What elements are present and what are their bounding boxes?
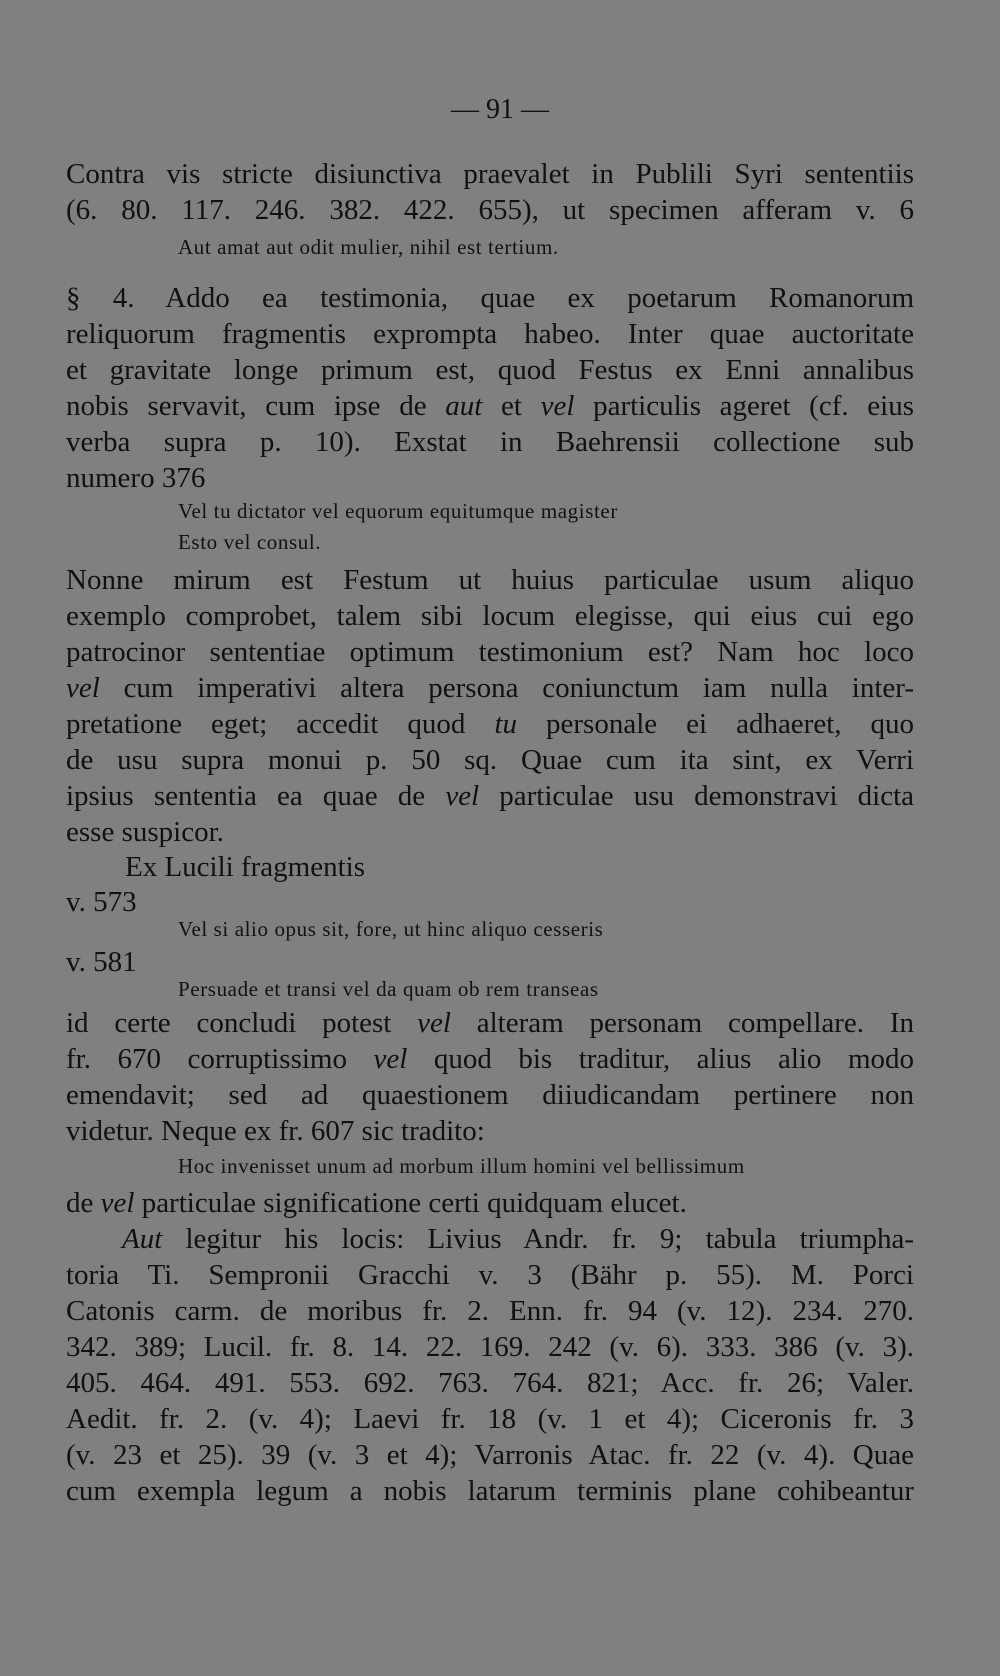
text-line: esse suspicor. xyxy=(66,816,224,848)
text-line xyxy=(66,388,914,424)
text-span: cum imperativi altera persona coniunctum iam nulla inter- xyxy=(123,672,915,704)
text-line: 342. 389; Lucil. fr. 8. 14. 22. 169. 242 (v. 6). 333. 386 (v. 3). xyxy=(66,1331,914,1363)
text-line: § 4. Addo ea testimonia, quae ex poetarum Romanorum xyxy=(66,282,914,314)
italic-word: tu xyxy=(494,708,517,740)
text-span: ipsius sententia ea quae de xyxy=(66,780,426,812)
text-line: Catonis carm. de moribus fr. 2. Enn. fr. 94 (v. 12). 234. 270. xyxy=(66,1295,914,1327)
text-line xyxy=(66,670,914,706)
text-line: Nonne mirum est Festum ut huius particulae usum aliquo xyxy=(66,564,914,596)
text-span: fr. 670 corruptissimo xyxy=(66,1043,347,1075)
text-span: personale ei adhaeret, quo xyxy=(546,708,915,740)
verse-quote: Esto vel consul. xyxy=(178,530,322,554)
verse-ref: v. 581 xyxy=(66,946,137,978)
text-line xyxy=(66,1185,914,1221)
text-line xyxy=(66,706,914,742)
text-line: 405. 464. 491. 553. 692. 763. 764. 821; Acc. fr. 26; Valer. xyxy=(66,1367,914,1399)
text-span: quod bis traditur, alius alio modo xyxy=(433,1043,915,1075)
text-span: pretatione eget; accedit quod xyxy=(66,708,466,740)
text-span: alteram personam compellare. In xyxy=(476,1007,914,1039)
verse-ref: v. 573 xyxy=(66,886,137,918)
text-line: videtur. Neque ex fr. 607 sic tradito: xyxy=(66,1115,485,1147)
verse-quote: Vel si alio opus sit, fore, ut hinc aliquo cesseris xyxy=(178,917,604,941)
text-line: Aedit. fr. 2. (v. 4); Laevi fr. 18 (v. 1 et 4); Ciceronis fr. 3 xyxy=(66,1403,914,1435)
page-number: — 91 — xyxy=(451,94,549,125)
italic-word: vel xyxy=(66,672,100,704)
text-line: reliquorum fragmentis exprompta habeo. Inter quae auctoritate xyxy=(66,318,914,350)
text-line: (v. 23 et 25). 39 (v. 3 et 4); Varronis Atac. fr. 22 (v. 4). Quae xyxy=(66,1439,914,1471)
text-line: patrocinor sententiae optimum testimonium est? Nam hoc loco xyxy=(66,636,914,668)
verse-quote: Persuade et transi vel da quam ob rem transeas xyxy=(178,977,599,1001)
text-span: id certe concludi potest xyxy=(66,1007,392,1039)
italic-word: vel xyxy=(100,1187,135,1219)
text-line: toria Ti. Sempronii Gracchi v. 3 (Bähr p. 55). M. Porci xyxy=(66,1259,914,1291)
italic-word: aut xyxy=(445,390,483,422)
text-line xyxy=(122,1221,914,1257)
text-line: et gravitate longe primum est, quod Festus ex Enni annalibus xyxy=(66,354,914,386)
text-line: exemplo comprobet, talem sibi locum elegisse, qui eius cui ego xyxy=(66,600,914,632)
text-line xyxy=(66,778,914,814)
text-span: nobis servavit, cum ipse de xyxy=(66,390,427,422)
italic-word: vel xyxy=(417,1007,451,1039)
text-line: Ex Lucili fragmentis xyxy=(125,851,365,883)
verse-quote: Aut amat aut odit mulier, nihil est tertium. xyxy=(178,235,559,259)
text-line: verba supra p. 10). Exstat in Baehrensii collectione sub xyxy=(66,426,914,458)
italic-word: vel xyxy=(373,1043,408,1075)
text-span: particulis ageret (cf. eius xyxy=(593,390,914,422)
italic-word: Aut xyxy=(122,1223,163,1255)
text-line: de usu supra monui p. 50 sq. Quae cum ita sint, ex Verri xyxy=(66,744,914,776)
verse-quote: Hoc invenisset unum ad morbum illum homini vel bellissimum xyxy=(178,1154,745,1178)
text-line: (6. 80. 117. 246. 382. 422. 655), ut specimen afferam v. 6 xyxy=(66,194,914,226)
text-line: emendavit; sed ad quaestionem diiudicandam pertinere non xyxy=(66,1079,914,1111)
text-line: Contra vis stricte disiunctiva praevalet in Publili Syri sententiis xyxy=(66,158,914,190)
text-line: numero 376 xyxy=(66,462,206,494)
text-span: legitur his locis: Livius Andr. fr. 9; tabula triumpha- xyxy=(185,1223,915,1255)
text-span: et xyxy=(501,390,522,422)
verse-quote: Vel tu dictator vel equorum equitumque magister xyxy=(178,499,618,523)
text-span: particulae usu demonstravi dicta xyxy=(499,780,914,812)
text-line xyxy=(66,1041,914,1077)
text-line xyxy=(66,1005,914,1041)
italic-word: vel xyxy=(445,780,480,812)
text-span: de xyxy=(66,1187,94,1219)
text-span: particulae significatione certi quidquam elucet. xyxy=(141,1187,687,1219)
text-line: cum exempla legum a nobis latarum terminis plane cohibeantur xyxy=(66,1475,914,1507)
italic-word: vel xyxy=(540,390,575,422)
